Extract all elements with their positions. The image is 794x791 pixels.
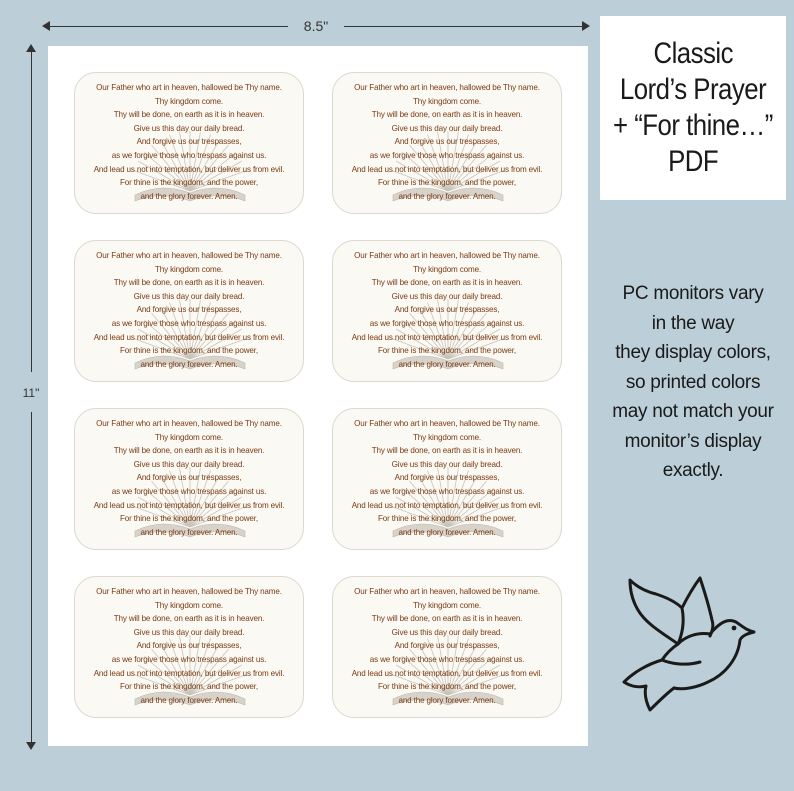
prayer-text: [75, 577, 303, 707]
prayer-text: [333, 409, 561, 539]
note-line: so printed colors: [625, 371, 761, 393]
note-line: exactly.: [662, 460, 724, 481]
prayer-line: And forgive us our trespasses,: [394, 473, 500, 483]
prayer-line: Give us this day our daily bread.: [391, 627, 503, 637]
title-line: Lord’s Prayer: [619, 73, 767, 106]
prayer-line: And forgive us our trespasses,: [394, 641, 500, 651]
prayer-line: Our Father who art in heaven, hallowed be Thy name.: [354, 251, 540, 260]
prayer-line: Thy kingdom come.: [154, 96, 224, 106]
prayer-line: And forgive us our trespasses,: [136, 305, 242, 315]
prayer-line: Our Father who art in heaven, hallowed be Thy name.: [354, 587, 540, 596]
prayer-line: Thy will be done, on earth as it is in heaven.: [371, 278, 523, 288]
prayer-line: Our Father who art in heaven, hallowed be Thy name.: [96, 83, 282, 92]
prayer-line: Our Father who art in heaven, hallowed be Thy name.: [96, 251, 282, 260]
prayer-line: Thy will be done, on earth as it is in heaven.: [371, 110, 523, 120]
prayer-line: as we forgive those who trespass against us.: [369, 150, 525, 160]
prayer-line: Our Father who art in heaven, hallowed be Thy name.: [354, 83, 540, 92]
prayer-line: Thy kingdom come.: [154, 600, 224, 610]
prayer-line: Thy will be done, on earth as it is in heaven.: [113, 110, 265, 120]
prayer-line: For thine is the kingdom, and the power,: [378, 178, 516, 188]
note-line: in the way: [651, 312, 735, 334]
prayer-line: as we forgive those who trespass against us.: [111, 150, 267, 160]
prayer-line: And lead us not into temptation, but deliver us from evil.: [93, 332, 285, 342]
prayer-line: Thy will be done, on earth as it is in heaven.: [371, 446, 523, 456]
prayer-line: as we forgive those who trespass against us.: [111, 318, 267, 328]
note-line: PC monitors vary: [622, 283, 764, 304]
prayer-text: [75, 409, 303, 539]
height-label: 11": [22, 386, 40, 400]
prayer-line: For thine is the kingdom, and the power,: [120, 178, 258, 188]
note-line: may not match your: [612, 401, 774, 422]
prayer-card: [74, 576, 304, 718]
color-disclaimer: [600, 279, 786, 486]
prayer-line: Give us this day our daily bread.: [391, 459, 503, 469]
prayer-line: And forgive us our trespasses,: [394, 305, 500, 315]
prayer-line: Thy kingdom come.: [154, 264, 224, 274]
prayer-line: And lead us not into temptation, but deliver us from evil.: [351, 668, 543, 678]
prayer-line: For thine is the kingdom, and the power,: [378, 514, 516, 524]
note-line: they display colors,: [615, 342, 771, 363]
prayer-line: Give us this day our daily bread.: [391, 291, 503, 301]
title-line: + “For thine…”: [613, 109, 773, 142]
title-line: Classic: [653, 37, 733, 70]
prayer-line: And lead us not into temptation, but deliver us from evil.: [93, 500, 285, 510]
prayer-line: Thy kingdom come.: [412, 264, 482, 274]
width-label: 8.5": [303, 18, 329, 34]
prayer-line: Thy kingdom come.: [412, 432, 482, 442]
prayer-line: And forgive us our trespasses,: [394, 137, 500, 147]
prayer-line: And forgive us our trespasses,: [136, 137, 242, 147]
width-dimension: [44, 16, 588, 36]
prayer-line: Thy will be done, on earth as it is in heaven.: [371, 614, 523, 624]
prayer-text: [333, 241, 561, 371]
prayer-line: For thine is the kingdom, and the power,: [378, 346, 516, 356]
prayer-line: And lead us not into temptation, but deliver us from evil.: [93, 668, 285, 678]
prayer-line: And lead us not into temptation, but deliver us from evil.: [351, 500, 543, 510]
prayer-line: Thy will be done, on earth as it is in heaven.: [113, 446, 265, 456]
prayer-line: and the glory forever. Amen.: [398, 527, 496, 537]
prayer-line: and the glory forever. Amen.: [398, 359, 496, 369]
prayer-line: For thine is the kingdom, and the power,: [378, 682, 516, 692]
prayer-line: Our Father who art in heaven, hallowed be Thy name.: [96, 419, 282, 428]
prayer-line: as we forgive those who trespass against us.: [369, 318, 525, 328]
prayer-card: [332, 72, 562, 214]
prayer-line: Our Father who art in heaven, hallowed be Thy name.: [354, 419, 540, 428]
prayer-line: For thine is the kingdom, and the power,: [120, 682, 258, 692]
prayer-line: And forgive us our trespasses,: [136, 473, 242, 483]
prayer-line: Thy will be done, on earth as it is in heaven.: [113, 278, 265, 288]
arrow-down-icon: [26, 742, 36, 750]
prayer-line: For thine is the kingdom, and the power,: [120, 514, 258, 524]
prayer-line: Give us this day our daily bread.: [133, 291, 245, 301]
prayer-card: [74, 240, 304, 382]
prayer-line: Thy kingdom come.: [154, 432, 224, 442]
prayer-line: and the glory forever. Amen.: [398, 191, 496, 201]
prayer-line: Our Father who art in heaven, hallowed be Thy name.: [96, 587, 282, 596]
prayer-line: Give us this day our daily bread.: [133, 123, 245, 133]
prayer-line: as we forgive those who trespass against us.: [369, 486, 525, 496]
prayer-line: and the glory forever. Amen.: [140, 527, 238, 537]
prayer-line: And lead us not into temptation, but deliver us from evil.: [351, 332, 543, 342]
prayer-line: and the glory forever. Amen.: [140, 191, 238, 201]
prayer-line: And lead us not into temptation, but deliver us from evil.: [93, 164, 285, 174]
prayer-line: Thy kingdom come.: [412, 600, 482, 610]
prayer-line: and the glory forever. Amen.: [140, 695, 238, 705]
prayer-line: For thine is the kingdom, and the power,: [120, 346, 258, 356]
prayer-card: [332, 240, 562, 382]
prayer-line: Give us this day our daily bread.: [391, 123, 503, 133]
prayer-text: [333, 577, 561, 707]
prayer-line: as we forgive those who trespass against us.: [111, 486, 267, 496]
prayer-line: And forgive us our trespasses,: [136, 641, 242, 651]
prayer-text: [333, 73, 561, 203]
prayer-line: as we forgive those who trespass against us.: [111, 654, 267, 664]
prayer-line: and the glory forever. Amen.: [398, 695, 496, 705]
note-line: monitor’s display: [624, 430, 762, 452]
prayer-card: [332, 576, 562, 718]
prayer-card: [74, 72, 304, 214]
prayer-line: and the glory forever. Amen.: [140, 359, 238, 369]
prayer-line: Give us this day our daily bread.: [133, 627, 245, 637]
prayer-card: [74, 408, 304, 550]
prayer-text: [75, 241, 303, 371]
prayer-line: And lead us not into temptation, but deliver us from evil.: [351, 164, 543, 174]
prayer-card: [332, 408, 562, 550]
prayer-line: Thy kingdom come.: [412, 96, 482, 106]
print-sheet: [48, 46, 588, 746]
arrow-up-icon: [26, 44, 36, 52]
height-dimension: [20, 46, 42, 748]
prayer-line: as we forgive those who trespass against us.: [369, 654, 525, 664]
title-box: [600, 16, 786, 200]
dove-icon: [616, 574, 762, 714]
title-line: PDF: [667, 145, 719, 178]
prayer-text: [75, 73, 303, 203]
prayer-line: Give us this day our daily bread.: [133, 459, 245, 469]
prayer-line: Thy will be done, on earth as it is in heaven.: [113, 614, 265, 624]
